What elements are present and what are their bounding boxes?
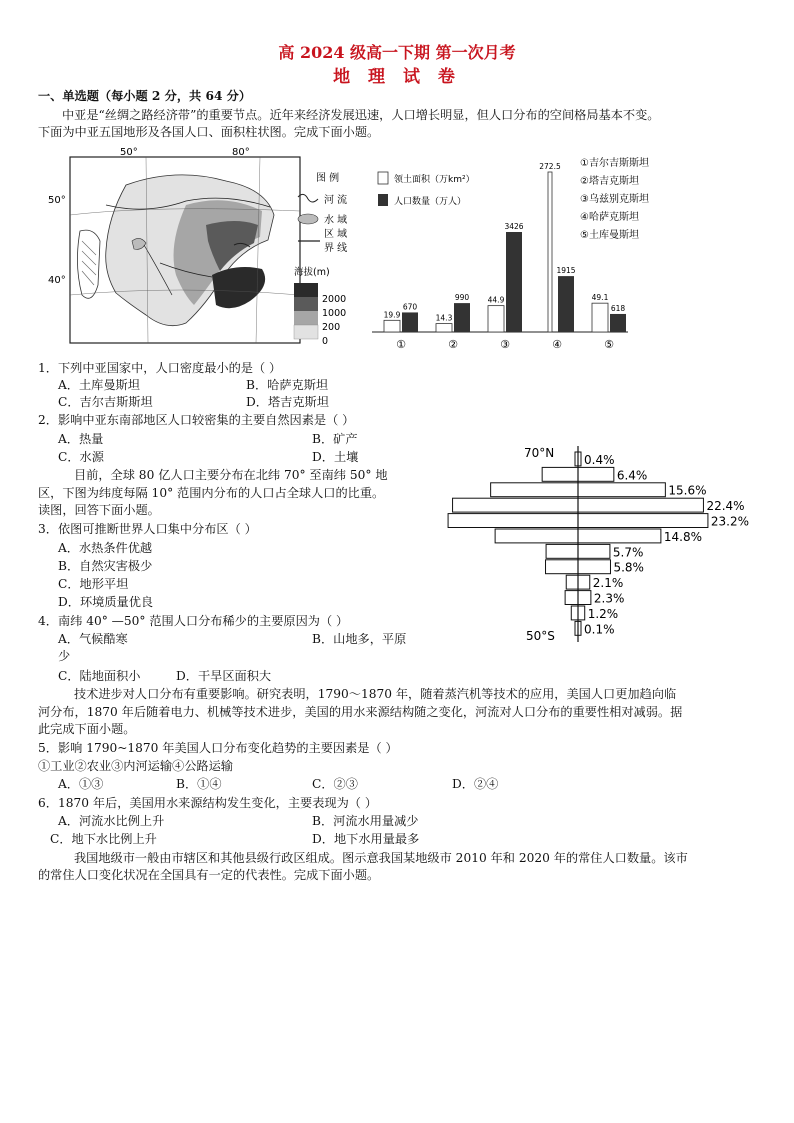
bar-area-2 bbox=[436, 324, 452, 332]
country-name-5: ⑤土库曼斯坦 bbox=[580, 230, 639, 241]
bar-legend-pop-swatch bbox=[378, 194, 388, 206]
legend-water: 水 域 bbox=[324, 215, 348, 226]
legend-water-icon bbox=[298, 214, 318, 224]
q4-option-a: A．气候酷寒 bbox=[58, 632, 128, 646]
central-asia-map bbox=[36, 145, 370, 357]
bar-area-label-4: 272.5 bbox=[539, 162, 561, 171]
q4-stem: 4．南纬 40° —50° 范围人口分布稀少的主要原因为（ ） bbox=[38, 614, 349, 628]
exam-title: 高 2024 级高一下期 第一次月考 bbox=[278, 43, 516, 62]
bar-legend-area-swatch bbox=[378, 172, 388, 184]
q1-option-c: C．吉尔吉斯斯坦 bbox=[58, 395, 153, 409]
bar-category-1: ① bbox=[396, 338, 406, 351]
bar-category-4: ④ bbox=[552, 338, 562, 351]
q4-option-b: B．山地多，平原 bbox=[312, 632, 407, 646]
legend-river-icon bbox=[298, 194, 318, 202]
pyr-label-2: 6.4% bbox=[616, 468, 648, 483]
legend-border-1: 区 域 bbox=[324, 229, 348, 240]
legend-title: 图 例 bbox=[316, 173, 340, 184]
pyr-label-12: 0.1% bbox=[584, 622, 615, 637]
map-caspian-sea bbox=[77, 230, 100, 298]
map-lat-50: 50° bbox=[48, 195, 66, 206]
bar-area-label-5: 49.1 bbox=[591, 293, 609, 303]
pyr-label-6: 14.8% bbox=[663, 529, 703, 544]
bar-pop-label-4: 1915 bbox=[556, 266, 576, 276]
pyr-label-1: 0.4% bbox=[584, 452, 615, 467]
intro3-line3: 此完成下面小题。 bbox=[38, 722, 136, 736]
map-lon-50: 50° bbox=[120, 147, 138, 158]
country-name-3: ③乌兹别克斯坦 bbox=[580, 194, 649, 205]
pyr-label-10: 2.3% bbox=[593, 591, 625, 606]
pyr-top-label: 70°N bbox=[524, 446, 555, 460]
bar-pop-2 bbox=[454, 303, 470, 332]
q5-option-d: D．②④ bbox=[452, 777, 499, 791]
q1-option-d: D．塔吉克斯坦 bbox=[246, 395, 329, 409]
q6-option-c: C．地下水比例上升 bbox=[50, 832, 157, 846]
q4-option-c: C．陆地面积小 bbox=[58, 669, 141, 683]
bar-pop-5 bbox=[610, 314, 626, 332]
bar-pop-4 bbox=[558, 276, 574, 332]
pyr-label-5: 23.2% bbox=[710, 514, 750, 529]
intro4-line1: 我国地级市一般由市辖区和其他县级行政区组成。图示意我国某地级市 2010 年和 2020 年的常住人口数量。该市 bbox=[74, 851, 688, 865]
q5-stem: 5．影响 1790~1870 年美国人口分布变化趋势的主要因素是（ ） bbox=[38, 741, 398, 755]
country-name-2: ②塔吉克斯坦 bbox=[580, 176, 639, 187]
intro2-line1: 目前，全球 80 亿人口主要分布在北纬 70° 至南纬 50° 地 bbox=[74, 468, 388, 482]
elev-swatch-high bbox=[294, 297, 318, 311]
map-lat-40: 40° bbox=[48, 275, 66, 286]
pyr-bar-group bbox=[448, 452, 749, 636]
intro4-line2: 的常住人口变化状况在全国具有一定的代表性。完成下面小题。 bbox=[38, 868, 380, 882]
pyr-label-3: 15.6% bbox=[668, 483, 707, 498]
q5-list: ①工业②农业③内河运输④公路运输 bbox=[38, 759, 233, 773]
exam-subtitle: 地 理 试 卷 bbox=[333, 67, 461, 87]
q6-stem: 6．1870 年后，美国用水来源结构发生变化，主要表现为（ ） bbox=[38, 796, 378, 810]
intro3-line1: 技术进步对人口分布有重要影响。研究表明，1790～1870 年，随着蒸汽机等技术的应用，美国人口更加趋向临 bbox=[74, 687, 677, 701]
q1-stem: 1．下列中亚国家中，人口密度最小的是（ ） bbox=[38, 361, 282, 375]
map-lon-80: 80° bbox=[232, 147, 250, 158]
country-name-1: ①吉尔吉斯斯坦 bbox=[580, 158, 649, 169]
q3-option-c: C．地形平坦 bbox=[58, 577, 129, 591]
section-heading: 一、单选题（每小题 2 分，共 64 分） bbox=[38, 89, 252, 103]
elev-tick-1000: 1000 bbox=[322, 308, 347, 319]
q6-option-d: D．地下水用量最多 bbox=[312, 832, 420, 846]
pyr-label-7: 5.7% bbox=[612, 545, 644, 560]
bar-pop-label-1: 670 bbox=[402, 302, 418, 312]
pyr-label-8: 5.8% bbox=[613, 560, 644, 575]
q5-option-c: C．②③ bbox=[312, 777, 358, 791]
bar-category-5: ⑤ bbox=[604, 338, 614, 351]
q1-option-b: B．哈萨克斯坦 bbox=[246, 378, 329, 392]
q3-stem: 3．依图可推断世界人口集中分布区（ ） bbox=[38, 522, 257, 536]
intro3-line2: 河分布，1870 年后随着电力、机械等技术进步，美国的用水来源结构随之变化，河流对人口分布的重要性相对减弱。据 bbox=[38, 705, 683, 719]
country-legend bbox=[576, 156, 696, 256]
q2-option-a: A．热量 bbox=[58, 432, 104, 446]
bar-category-2: ② bbox=[448, 338, 458, 351]
legend-river: 河 流 bbox=[324, 195, 348, 206]
intro1-line1: 中亚是“丝绸之路经济带”的重要节点。近年来经济发展迅速，人口增长明显，但人口分布的空间格局基本不变。 bbox=[62, 108, 660, 122]
q3-option-a: A．水热条件优越 bbox=[58, 541, 153, 555]
elev-swatch-mid bbox=[294, 311, 318, 325]
bar-pop-label-2: 990 bbox=[454, 293, 470, 303]
bar-area-label-3: 44.9 bbox=[487, 295, 505, 305]
q4-option-d: D．干旱区面积大 bbox=[176, 669, 272, 683]
bar-category-3: ③ bbox=[500, 338, 510, 351]
bar-legend-pop: 人口数量（万人） bbox=[394, 197, 467, 207]
pyr-label-4: 22.4% bbox=[706, 499, 745, 514]
q5-option-b: B．①④ bbox=[176, 777, 222, 791]
intro1-line2: 下面为中亚五国地形及各国人口、面积柱状图。完成下面小题。 bbox=[38, 125, 380, 139]
q2-option-d: D．土壤 bbox=[312, 450, 359, 464]
bar-area-1 bbox=[384, 320, 400, 332]
country-name-4: ④哈萨克斯坦 bbox=[580, 212, 639, 223]
q6-option-b: B．河流水用量减少 bbox=[312, 814, 419, 828]
bar-legend-area: 领土面积（万km²） bbox=[394, 175, 475, 185]
bar-area-3 bbox=[488, 306, 504, 332]
intro2-line3: 读图，回答下面小题。 bbox=[38, 503, 160, 517]
latitude-population-chart bbox=[440, 442, 762, 648]
q3-option-b: B．自然灾害极少 bbox=[58, 559, 153, 573]
elev-swatch-top bbox=[294, 283, 318, 297]
q2-option-c: C．水源 bbox=[58, 450, 104, 464]
pyr-label-9: 2.1% bbox=[592, 576, 624, 591]
elev-title: 海拔(m) bbox=[294, 267, 330, 278]
bar-pop-label-3: 3426 bbox=[504, 222, 524, 231]
elev-swatch-low bbox=[294, 325, 318, 339]
bar-pop-3 bbox=[506, 232, 522, 332]
elev-tick-200: 200 bbox=[322, 322, 341, 333]
legend-border-2: 界 线 bbox=[324, 243, 348, 254]
pyr-bottom-label: 50°S bbox=[526, 629, 555, 643]
q2-option-b: B．矿产 bbox=[312, 432, 358, 446]
bar-pop-1 bbox=[402, 312, 418, 332]
q6-option-a: A．河流水比例上升 bbox=[58, 814, 165, 828]
q5-option-a: A．①③ bbox=[58, 777, 104, 791]
bar-area-label-1: 19.9 bbox=[383, 310, 401, 320]
q4-option-b-cont: 少 bbox=[58, 649, 71, 663]
elev-tick-0: 0 bbox=[322, 336, 329, 347]
intro2-line2: 区，下图为纬度每隔 10° 范围内分布的人口占全球人口的比重。 bbox=[38, 486, 385, 500]
bar-area-4 bbox=[548, 172, 552, 332]
elev-tick-2000: 2000 bbox=[322, 294, 347, 305]
bar-area-5 bbox=[592, 303, 608, 332]
q3-option-d: D．环境质量优良 bbox=[58, 595, 154, 609]
q2-stem: 2．影响中亚东南部地区人口较密集的主要自然因素是（ ） bbox=[38, 413, 355, 427]
pyr-label-11: 1.2% bbox=[587, 606, 619, 621]
q1-option-a: A．土库曼斯坦 bbox=[58, 378, 140, 392]
bar-pop-label-5: 618 bbox=[610, 303, 626, 313]
bar-area-label-2: 14.3 bbox=[435, 313, 453, 323]
